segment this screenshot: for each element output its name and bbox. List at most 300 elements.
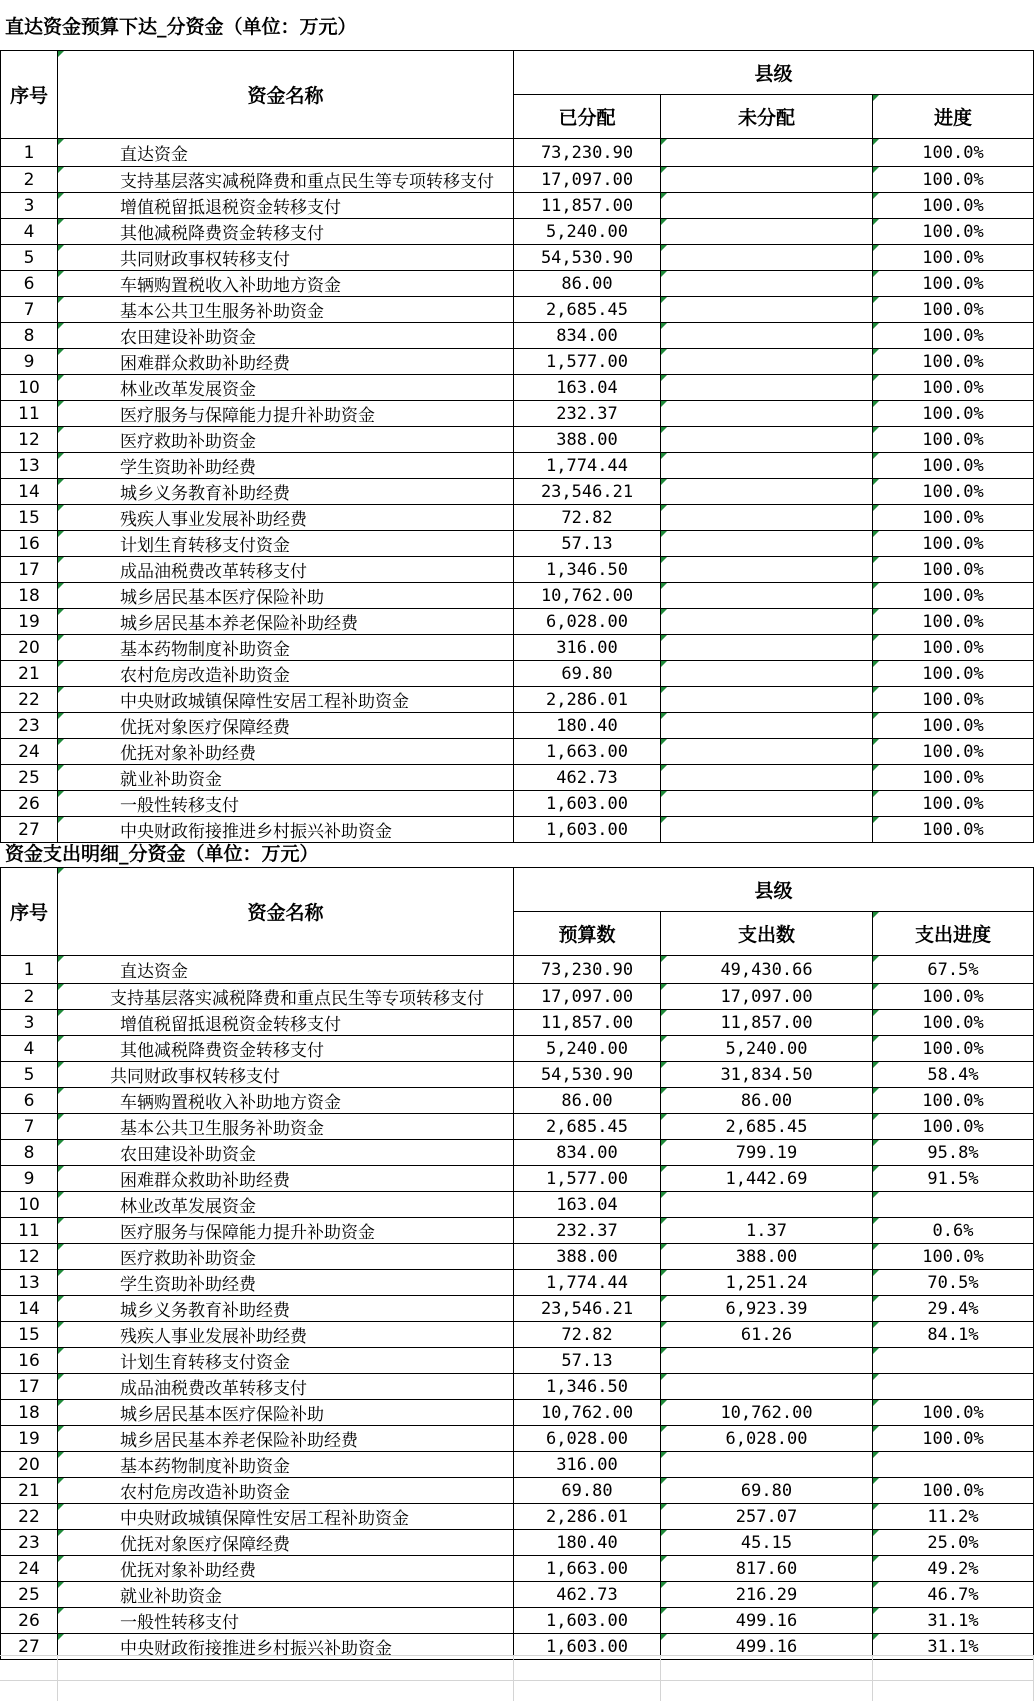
row-value-3: 11.2% [873,1504,1034,1530]
row-value-1: 1,603.00 [514,791,661,817]
row-fund-name: 车辆购置税收入补助地方资金 [58,271,514,297]
table-row [1,297,1034,323]
row-value-1: 388.00 [514,427,661,453]
row-seq: 16 [1,1348,58,1374]
row-value-2 [661,687,873,713]
row-value-1: 73,230.90 [514,139,661,167]
table-row [1,427,1034,453]
row-value-2 [661,505,873,531]
row-value-3: 100.0% [873,245,1034,271]
row-seq: 9 [1,349,58,375]
row-value-3: 100.0% [873,635,1034,661]
table-row [1,375,1034,401]
table-row [1,557,1034,583]
row-value-3: 31.1% [873,1608,1034,1634]
table-row [1,583,1034,609]
row-seq: 6 [1,1088,58,1114]
table-row [1,1010,1034,1036]
row-fund-name: 林业改革发展资金 [58,375,514,401]
row-value-3: 100.0% [873,1400,1034,1426]
empty-grid-row [0,1680,1034,1681]
row-fund-name: 基本药物制度补助资金 [58,635,514,661]
row-value-1: 23,546.21 [514,479,661,505]
row-value-1: 72.82 [514,505,661,531]
row-value-1: 316.00 [514,635,661,661]
row-seq: 21 [1,1478,58,1504]
row-value-2: 6,923.39 [661,1296,873,1322]
table-row [1,635,1034,661]
row-seq: 23 [1,713,58,739]
row-value-3: 100.0% [873,271,1034,297]
row-fund-name: 城乡义务教育补助经费 [58,479,514,505]
row-value-2: 86.00 [661,1088,873,1114]
row-value-3: 100.0% [873,687,1034,713]
row-fund-name: 农村危房改造补助资金 [58,1478,514,1504]
row-value-2: 11,857.00 [661,1010,873,1036]
row-fund-name: 增值税留抵退税资金转移支付 [58,1010,514,1036]
row-value-1: 23,546.21 [514,1296,661,1322]
row-fund-name: 医疗救助补助资金 [58,427,514,453]
row-value-3: 100.0% [873,557,1034,583]
row-value-2: 10,762.00 [661,1400,873,1426]
row-seq: 11 [1,1218,58,1244]
header-name: 资金名称 [58,868,514,956]
row-value-2: 31,834.50 [661,1062,873,1088]
table-row [1,1192,1034,1218]
row-value-1: 462.73 [514,765,661,791]
row-fund-name: 直达资金 [58,956,514,984]
table-row [1,1608,1034,1634]
row-value-3: 100.0% [873,817,1034,843]
row-fund-name: 优抚对象补助经费 [58,1556,514,1582]
table-row [1,1400,1034,1426]
row-value-2: 499.16 [661,1608,873,1634]
row-value-2 [661,557,873,583]
row-value-2 [661,1452,873,1478]
row-fund-name: 城乡居民基本养老保险补助经费 [58,1426,514,1452]
table-row [1,1530,1034,1556]
row-value-3: 0.6% [873,1218,1034,1244]
row-value-1: 1,603.00 [514,817,661,843]
row-fund-name: 学生资助补助经费 [58,453,514,479]
table-row [1,531,1034,557]
row-value-1: 5,240.00 [514,219,661,245]
row-seq: 25 [1,765,58,791]
row-value-3: 100.0% [873,453,1034,479]
row-seq: 1 [1,139,58,167]
row-value-3: 100.0% [873,297,1034,323]
table-row [1,1140,1034,1166]
row-value-2: 257.07 [661,1504,873,1530]
row-seq: 14 [1,479,58,505]
row-value-2: 817.60 [661,1556,873,1582]
row-value-3: 100.0% [873,1010,1034,1036]
row-fund-name: 中央财政城镇保障性安居工程补助资金 [58,1504,514,1530]
row-value-2 [661,739,873,765]
row-seq: 5 [1,1062,58,1088]
table-row [1,687,1034,713]
row-value-3: 67.5% [873,956,1034,984]
row-value-2: 1,442.69 [661,1166,873,1192]
table-row [1,791,1034,817]
row-seq: 25 [1,1582,58,1608]
row-value-3: 100.0% [873,427,1034,453]
row-fund-name: 中央财政衔接推进乡村振兴补助资金 [58,817,514,843]
expenditure-table [0,867,1034,1660]
row-value-1: 6,028.00 [514,1426,661,1452]
row-value-3: 31.1% [873,1634,1034,1660]
row-value-3: 100.0% [873,401,1034,427]
row-fund-name: 困难群众救助补助经费 [58,1166,514,1192]
row-value-3: 84.1% [873,1322,1034,1348]
row-value-1: 1,346.50 [514,557,661,583]
table-row [1,193,1034,219]
table-row [1,139,1034,167]
row-value-2 [661,479,873,505]
row-value-1: 163.04 [514,1192,661,1218]
row-seq: 17 [1,557,58,583]
row-seq: 27 [1,1634,58,1660]
table-row [1,1270,1034,1296]
row-seq: 13 [1,453,58,479]
table-row [1,1478,1034,1504]
row-fund-name: 中央财政城镇保障性安居工程补助资金 [58,687,514,713]
row-fund-name: 支持基层落实减税降费和重点民生等专项转移支付 [58,984,514,1010]
row-fund-name: 一般性转移支付 [58,791,514,817]
row-seq: 16 [1,531,58,557]
row-value-1: 2,286.01 [514,687,661,713]
row-seq: 20 [1,1452,58,1478]
table-row [1,323,1034,349]
row-value-3: 100.0% [873,661,1034,687]
table-row [1,1348,1034,1374]
row-seq: 3 [1,193,58,219]
row-value-3: 100.0% [873,739,1034,765]
header-county-group: 县级 [514,51,1034,95]
row-value-1: 69.80 [514,1478,661,1504]
row-fund-name: 基本公共卫生服务补助资金 [58,297,514,323]
row-value-2 [661,1348,873,1374]
table-row [1,245,1034,271]
row-fund-name: 计划生育转移支付资金 [58,531,514,557]
table-row [1,713,1034,739]
row-fund-name: 计划生育转移支付资金 [58,1348,514,1374]
header-seq: 序号 [1,868,58,956]
row-value-2 [661,401,873,427]
row-seq: 5 [1,245,58,271]
row-value-2: 69.80 [661,1478,873,1504]
row-seq: 10 [1,1192,58,1218]
table-row [1,1322,1034,1348]
row-value-3: 100.0% [873,1244,1034,1270]
row-seq: 22 [1,687,58,713]
row-value-2 [661,323,873,349]
row-seq: 6 [1,271,58,297]
table-row [1,349,1034,375]
row-fund-name: 残疾人事业发展补助经费 [58,1322,514,1348]
row-seq: 19 [1,609,58,635]
row-value-2 [661,583,873,609]
row-fund-name: 医疗服务与保障能力提升补助资金 [58,1218,514,1244]
row-value-1: 1,577.00 [514,349,661,375]
row-value-3: 100.0% [873,531,1034,557]
table-row [1,1062,1034,1088]
row-value-2: 1.37 [661,1218,873,1244]
row-seq: 9 [1,1166,58,1192]
row-value-3: 100.0% [873,479,1034,505]
row-value-2 [661,139,873,167]
row-value-1: 54,530.90 [514,245,661,271]
row-value-2 [661,349,873,375]
table-row [1,1556,1034,1582]
row-value-1: 54,530.90 [514,1062,661,1088]
row-fund-name: 城乡义务教育补助经费 [58,1296,514,1322]
table-row [1,453,1034,479]
row-value-1: 1,603.00 [514,1608,661,1634]
table-row [1,609,1034,635]
row-seq: 14 [1,1296,58,1322]
table-row [1,1114,1034,1140]
row-seq: 8 [1,1140,58,1166]
row-seq: 7 [1,1114,58,1140]
row-value-3: 100.0% [873,765,1034,791]
row-value-3: 100.0% [873,1426,1034,1452]
row-fund-name: 优抚对象医疗保障经费 [58,1530,514,1556]
row-value-2: 5,240.00 [661,1036,873,1062]
row-value-3: 100.0% [873,139,1034,167]
row-value-2: 216.29 [661,1582,873,1608]
row-seq: 17 [1,1374,58,1400]
row-fund-name: 其他减税降费资金转移支付 [58,219,514,245]
row-value-3: 70.5% [873,1270,1034,1296]
row-fund-name: 残疾人事业发展补助经费 [58,505,514,531]
row-value-1: 180.40 [514,713,661,739]
table-row [1,505,1034,531]
row-value-1: 462.73 [514,1582,661,1608]
row-value-2 [661,791,873,817]
table-row [1,1582,1034,1608]
row-seq: 8 [1,323,58,349]
row-seq: 18 [1,1400,58,1426]
row-fund-name: 成品油税费改革转移支付 [58,1374,514,1400]
row-value-2 [661,193,873,219]
row-fund-name: 基本药物制度补助资金 [58,1452,514,1478]
table-row [1,1218,1034,1244]
row-value-1: 1,774.44 [514,453,661,479]
table-row [1,1244,1034,1270]
row-value-3: 100.0% [873,713,1034,739]
empty-grid-row [0,1655,1034,1656]
row-value-3: 100.0% [873,791,1034,817]
row-value-3: 91.5% [873,1166,1034,1192]
header-county-group: 县级 [514,868,1034,912]
row-value-1: 5,240.00 [514,1036,661,1062]
row-value-3: 58.4% [873,1062,1034,1088]
row-value-1: 2,685.45 [514,1114,661,1140]
row-value-2 [661,661,873,687]
row-value-3: 100.0% [873,1114,1034,1140]
table-row [1,765,1034,791]
row-seq: 7 [1,297,58,323]
row-seq: 13 [1,1270,58,1296]
row-value-2 [661,167,873,193]
header-c3: 支出进度 [873,912,1034,956]
row-seq: 24 [1,1556,58,1582]
row-value-3 [873,1452,1034,1478]
row-seq: 20 [1,635,58,661]
row-value-2: 17,097.00 [661,984,873,1010]
row-value-3 [873,1192,1034,1218]
row-value-1: 1,663.00 [514,739,661,765]
row-fund-name: 直达资金 [58,139,514,167]
row-value-3: 25.0% [873,1530,1034,1556]
row-value-1: 180.40 [514,1530,661,1556]
row-fund-name: 城乡居民基本养老保险补助经费 [58,609,514,635]
table-row [1,401,1034,427]
table-row [1,1426,1034,1452]
row-value-1: 86.00 [514,271,661,297]
row-seq: 1 [1,956,58,984]
row-value-3: 100.0% [873,505,1034,531]
row-value-1: 10,762.00 [514,583,661,609]
table-row [1,479,1034,505]
row-seq: 22 [1,1504,58,1530]
row-fund-name: 共同财政事权转移支付 [58,245,514,271]
table-row [1,661,1034,687]
row-value-1: 316.00 [514,1452,661,1478]
row-value-2 [661,713,873,739]
header-seq: 序号 [1,51,58,139]
row-value-1: 2,286.01 [514,1504,661,1530]
row-value-2: 49,430.66 [661,956,873,984]
row-seq: 12 [1,1244,58,1270]
row-value-3: 46.7% [873,1582,1034,1608]
row-seq: 18 [1,583,58,609]
row-value-2: 1,251.24 [661,1270,873,1296]
row-value-2 [661,453,873,479]
row-value-2: 388.00 [661,1244,873,1270]
row-fund-name: 城乡居民基本医疗保险补助 [58,583,514,609]
table-row [1,167,1034,193]
row-value-3: 29.4% [873,1296,1034,1322]
row-value-2: 61.26 [661,1322,873,1348]
row-fund-name: 就业补助资金 [58,765,514,791]
row-fund-name: 支持基层落实减税降费和重点民生等专项转移支付 [58,167,514,193]
row-value-1: 11,857.00 [514,1010,661,1036]
header-c3: 进度 [873,95,1034,139]
row-value-1: 17,097.00 [514,167,661,193]
row-fund-name: 增值税留抵退税资金转移支付 [58,193,514,219]
row-value-3: 100.0% [873,375,1034,401]
row-value-3: 100.0% [873,193,1034,219]
row-value-2 [661,427,873,453]
row-value-2: 45.15 [661,1530,873,1556]
row-value-1: 17,097.00 [514,984,661,1010]
row-value-1: 1,663.00 [514,1556,661,1582]
row-fund-name: 医疗救助补助资金 [58,1244,514,1270]
row-seq: 23 [1,1530,58,1556]
row-value-3: 49.2% [873,1556,1034,1582]
row-value-3: 100.0% [873,219,1034,245]
row-fund-name: 农田建设补助资金 [58,323,514,349]
header-row [1,51,1034,95]
section1-title: 直达资金预算下达_分资金（单位：万元） [5,16,357,38]
row-fund-name: 农田建设补助资金 [58,1140,514,1166]
row-value-2 [661,635,873,661]
row-fund-name: 一般性转移支付 [58,1608,514,1634]
row-seq: 19 [1,1426,58,1452]
row-value-1: 10,762.00 [514,1400,661,1426]
row-value-3: 100.0% [873,323,1034,349]
header-c2: 支出数 [661,912,873,956]
row-fund-name: 困难群众救助补助经费 [58,349,514,375]
row-value-2: 499.16 [661,1634,873,1660]
row-value-3 [873,1348,1034,1374]
row-seq: 10 [1,375,58,401]
row-value-3: 100.0% [873,984,1034,1010]
row-seq: 4 [1,1036,58,1062]
row-fund-name: 就业补助资金 [58,1582,514,1608]
table-row [1,271,1034,297]
row-fund-name: 优抚对象补助经费 [58,739,514,765]
row-fund-name: 共同财政事权转移支付 [58,1062,514,1088]
row-value-2 [661,297,873,323]
row-fund-name: 基本公共卫生服务补助资金 [58,1114,514,1140]
row-fund-name: 车辆购置税收入补助地方资金 [58,1088,514,1114]
row-value-1: 72.82 [514,1322,661,1348]
row-value-1: 57.13 [514,531,661,557]
row-value-1: 69.80 [514,661,661,687]
row-seq: 26 [1,791,58,817]
row-value-1: 834.00 [514,323,661,349]
row-seq: 12 [1,427,58,453]
table-row [1,1504,1034,1530]
allocation-table [0,50,1034,843]
row-value-1: 388.00 [514,1244,661,1270]
row-value-2 [661,245,873,271]
row-value-1: 1,774.44 [514,1270,661,1296]
header-c2: 未分配 [661,95,873,139]
row-value-2 [661,765,873,791]
row-fund-name: 中央财政衔接推进乡村振兴补助资金 [58,1634,514,1660]
row-value-3: 100.0% [873,1036,1034,1062]
empty-grid-col [660,1655,661,1701]
row-value-1: 1,346.50 [514,1374,661,1400]
row-seq: 15 [1,1322,58,1348]
row-value-3: 100.0% [873,349,1034,375]
row-value-2: 2,685.45 [661,1114,873,1140]
row-value-1: 73,230.90 [514,956,661,984]
row-value-2 [661,375,873,401]
row-seq: 21 [1,661,58,687]
row-value-3: 100.0% [873,1088,1034,1114]
row-seq: 27 [1,817,58,843]
empty-grid-col [513,1655,514,1701]
row-fund-name: 林业改革发展资金 [58,1192,514,1218]
table-row [1,1166,1034,1192]
row-value-2 [661,817,873,843]
header-c1: 已分配 [514,95,661,139]
row-seq: 24 [1,739,58,765]
row-value-1: 6,028.00 [514,609,661,635]
row-value-2 [661,1374,873,1400]
table-row [1,1452,1034,1478]
row-fund-name: 医疗服务与保障能力提升补助资金 [58,401,514,427]
row-value-1: 86.00 [514,1088,661,1114]
row-value-1: 163.04 [514,375,661,401]
row-value-2 [661,219,873,245]
row-value-3: 100.0% [873,167,1034,193]
